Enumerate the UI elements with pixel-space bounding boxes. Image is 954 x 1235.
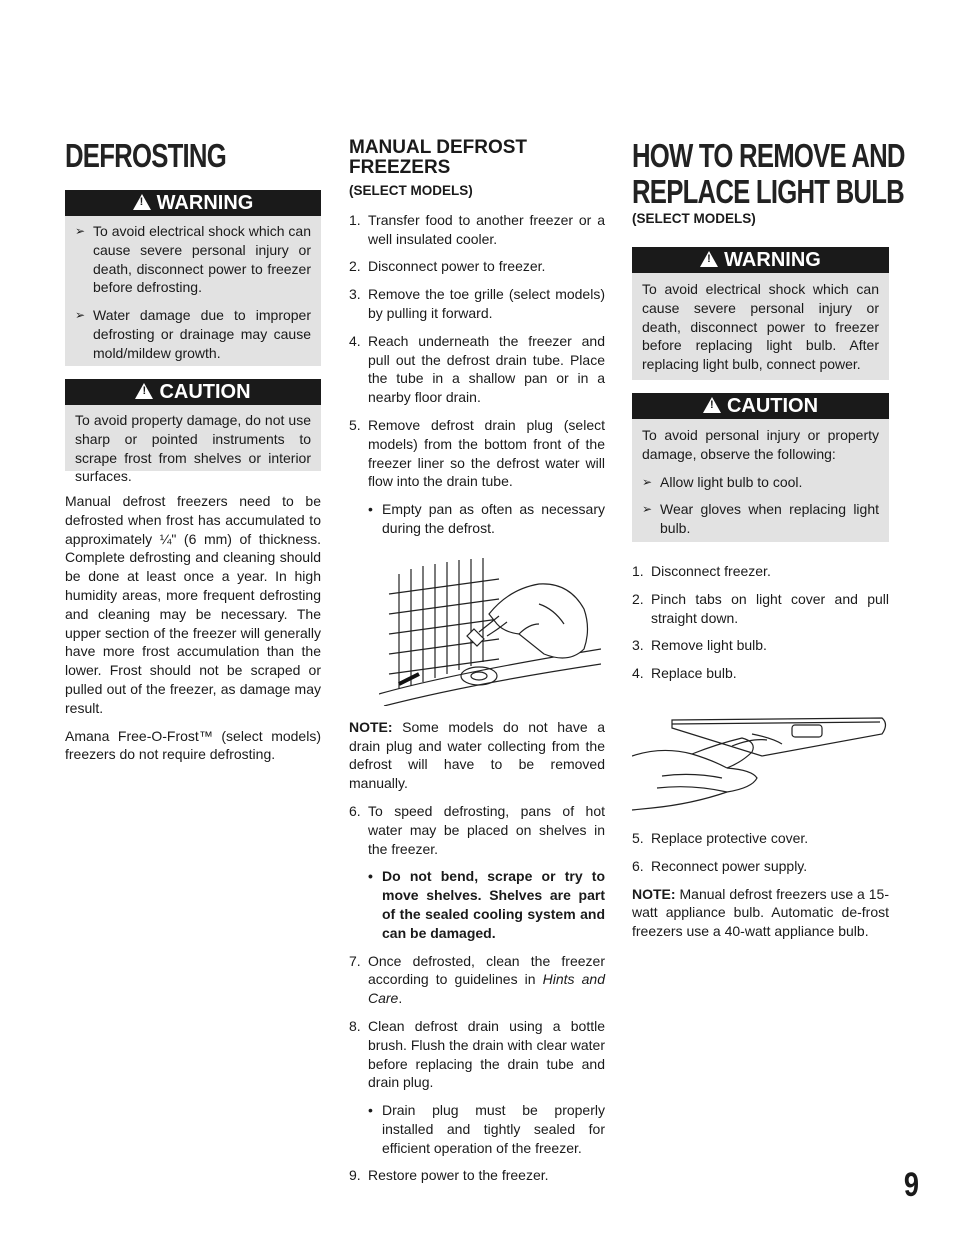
warning-triangle-icon [133,194,151,210]
light-bulb-steps [632,562,889,692]
caution-intro: To avoid personal injury or property damage, observe the following: [642,427,879,462]
warning-label: WARNING [724,249,821,271]
page-title: DEFROSTING [65,137,226,174]
caution-label: CAUTION [159,381,251,403]
warning-triangle-icon [703,397,721,413]
caution-header [65,379,321,405]
arrowhead-icon: ➢ [75,308,86,323]
step-item: 4. Replace bulb. [632,665,737,682]
caution-label: CAUTION [726,395,819,417]
step-item: 3. Remove light bulb. [632,637,767,654]
warning-label: WARNING [156,192,254,214]
step-item: 5. Remove defrost drain plug (select models) from the bottom front of the freezer liner so the defrost water will flow into the drain tube. [349,416,605,490]
step-item: 4. Reach underneath the freezer and pull out the defrost drain tube. Place the tube in a shallow pan or in a nearby floor drain. [349,332,605,406]
caution-box [632,393,889,542]
section-title-defrosting [65,138,271,174]
note-paragraph: NOTE: Manual defrost freezers use a 15-watt appliance bulb. Automatic de-frost freezers use a 40-watt appliance bulb. [632,885,889,940]
select-models-label: (SELECT MODELS) [349,183,473,198]
page-number: 9 [903,1166,920,1204]
caution-header [632,393,889,419]
hand-removing-drain-plug-image [379,554,601,706]
title-line: HOW TO REMOVE AND [632,137,905,174]
warning-header [632,247,889,273]
caution-item: ➢ Wear gloves when replacing light bulb. [642,501,879,537]
warning-item: ➢ To avoid electrical shock which can cause severe personal injury or death, disconnect power to freezer before defrosting. [75,223,311,296]
section-heading: MANUAL DEFROST FREEZERS [349,137,528,178]
step-item: 7. Once defrosted, clean the freezer according to guidelines in Hints and Care. [349,952,605,1007]
warning-box [65,190,321,366]
arrowhead-icon: ➢ [642,474,653,489]
step-item: 1. Disconnect freezer. [632,563,771,579]
caution-item: ➢ Allow light bulb to cool. [642,473,803,490]
warning-header [65,190,321,216]
section-title-light-bulb [632,138,954,210]
note-label: NOTE: [632,885,676,902]
warning-triangle-icon [135,383,153,399]
note-paragraph: NOTE: Some models do not have a drain plug and water collecting from the defrost will have to be removed manually. [349,718,605,792]
warning-box [632,247,889,380]
note-label: NOTE: [349,718,393,735]
step-item: 5. Replace protective cover. [632,830,809,846]
bullet-item: • Drain plug must be properly installed and tightly sealed for efficient operation of the freezer. [368,1102,605,1156]
bullet-item: • Do not bend, scrape or try to move shelves. Shelves are part of the sealed cooling system and can be damaged. [368,868,605,941]
hand-replacing-bulb-image [632,716,889,814]
warning-triangle-icon [700,251,718,267]
step-item: 8. Clean defrost drain using a bottle brush. Flush the drain with clear water before replacing the drain tube and drain plug. [349,1017,605,1091]
step-item: 2. Disconnect power to freezer. [349,258,546,275]
warning-item: ➢ Water damage due to improper defrosting or drainage may cause mold/mildew growth. [75,307,311,361]
drain-plug-illustration [379,554,605,706]
arrowhead-icon: ➢ [75,224,86,238]
step-item: 1. Transfer food to another freezer or a well insulated cooler. [349,211,605,247]
defrost-intro [65,492,321,773]
select-models-label: (SELECT MODELS) [632,211,756,226]
paragraph: Manual defrost freezers need to be defrosted when frost has accumulated to approximately ¼" (6 mm) of thickness. Complete defrosting and cleaning should be done at least once a year. In high humidity areas, more frequent defrosting and cleaning may be necessary. The upper section of the freezer will generally have more frost accumulation than the lower. Frost should not be scraped or pulled out of the freezer, as damage may result. [65,493,321,716]
paragraph: Amana Free-O-Frost™ (select models) freezers do not require defrosting. [65,727,321,763]
warning-text: To avoid electrical shock which can cause severe personal injury or death, disconnect power to freezer before replacing light bulb. After replacing light bulb, connect power. [642,281,879,373]
caution-text: To avoid property damage, do not use sharp or pointed instruments to scrape frost from shelves or interior surfaces. [75,412,311,485]
light-bulb-illustration [632,716,889,814]
light-bulb-steps-continued [632,829,889,950]
step-item: 9. Restore power to the freezer. [349,1167,549,1184]
caution-box [65,379,321,485]
step-item: 6. Reconnect power supply. [632,857,808,874]
step-item: 6. To speed defrosting, pans of hot water may be placed on shelves in the freezer. [349,802,605,857]
bullet-item: • Empty pan as often as necessary during the defrost. [368,501,605,536]
step-item: 3. Remove the toe grille (select models) by pulling it forward. [349,286,605,321]
arrowhead-icon: ➢ [642,502,653,517]
title-line: REPLACE LIGHT BULB [632,173,904,210]
step-item: 2. Pinch tabs on light cover and pull straight down. [632,590,889,626]
